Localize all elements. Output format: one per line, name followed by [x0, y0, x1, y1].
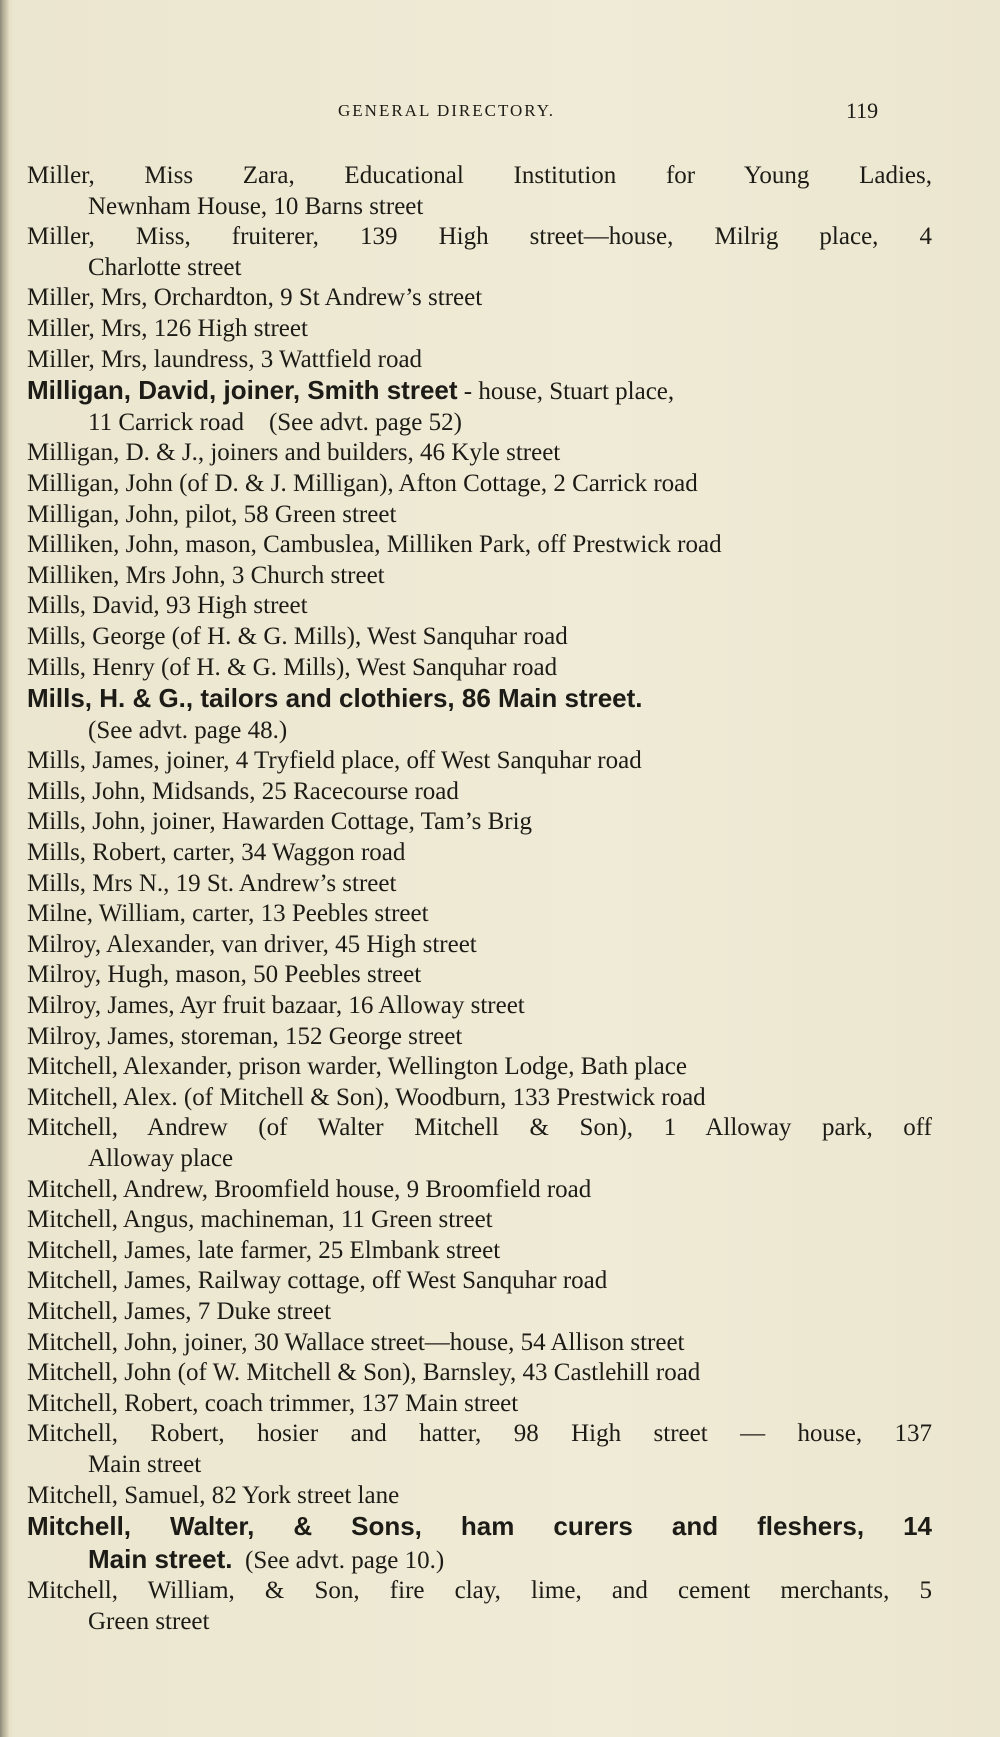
directory-entry — [27, 1175, 932, 1206]
directory-entry — [27, 930, 932, 961]
entry-line: Mitchell, James, 7 Duke street — [27, 1297, 332, 1325]
directory-entry — [27, 314, 932, 345]
entry-line: Milliken, Mrs John, 3 Church street — [27, 561, 385, 589]
advertiser-name-continued: Main street. — [88, 1543, 233, 1574]
entry-line: Mills, John, joiner, Hawarden Cottage, Tam’s Brig — [27, 808, 533, 836]
directory-entry — [27, 1419, 932, 1480]
directory-entry — [27, 1022, 932, 1053]
directory-entries — [27, 161, 932, 1638]
entry-line — [27, 1511, 932, 1544]
directory-entry — [27, 777, 932, 808]
directory-entry — [27, 1328, 932, 1359]
entry-line: Miller, Mrs, Orchardton, 9 St Andrew’s street — [27, 284, 483, 312]
entry-line: Milliken, John, mason, Cambuslea, Milliken Park, off Prestwick road — [27, 531, 722, 559]
advertiser-name: Mills, H. & G., tailors and clothiers, 86 Main street. — [27, 683, 643, 714]
entry-continuation: (See advt. page 48.) — [88, 716, 288, 744]
entry-line: Mills, Mrs N., 19 St. Andrew’s street — [27, 869, 397, 897]
entry-continuation: Main street — [88, 1450, 202, 1478]
directory-entry — [27, 1297, 932, 1328]
entry-line: Mitchell, Angus, machineman, 11 Green street — [27, 1206, 493, 1234]
entry-line: Mills, Henry (of H. & G. Mills), West Sanquhar road — [27, 653, 558, 681]
directory-entry-advertiser — [27, 683, 932, 746]
page-number: 119 — [846, 98, 879, 123]
directory-entry — [27, 1358, 932, 1389]
entry-continuation: Green street — [88, 1607, 210, 1635]
directory-entry-advertiser — [27, 1511, 932, 1576]
entry-address: (See advt. page 10.) — [232, 1546, 445, 1574]
entry-line: Milne, William, carter, 13 Peebles street — [27, 900, 429, 928]
entry-line: Mitchell, Robert, hosier and hatter, 98 High street — house, 137 — [27, 1420, 932, 1448]
directory-entry — [27, 1389, 932, 1420]
entry-line: Mills, Robert, carter, 34 Waggon road — [27, 839, 406, 867]
entry-line: Mitchell, James, late farmer, 25 Elmbank street — [27, 1236, 501, 1264]
entry-line: Mitchell, John (of W. Mitchell & Son), Barnsley, 43 Castlehill road — [27, 1359, 701, 1387]
directory-entry — [27, 869, 932, 900]
entry-line — [27, 683, 932, 716]
running-head — [0, 96, 1000, 126]
entry-continuation: Charlotte street — [88, 253, 242, 281]
directory-entry — [27, 345, 932, 376]
entry-continuation: Alloway place — [88, 1145, 234, 1172]
directory-entry — [27, 222, 932, 283]
entry-line: Mills, John, Midsands, 25 Racecourse road — [27, 777, 459, 805]
entry-continuation: Newnham House, 10 Barns street — [88, 192, 424, 220]
entry-line: Milligan, D. & J., joiners and builders, 46 Kyle street — [27, 439, 561, 467]
directory-entry — [27, 960, 932, 991]
entry-line: Mitchell, Samuel, 82 York street lane — [27, 1481, 400, 1509]
directory-entry — [27, 746, 932, 777]
advertiser-name: Milligan, David, joiner, Smith street — [27, 375, 458, 406]
directory-entry — [27, 500, 932, 531]
directory-entry — [27, 899, 932, 930]
directory-entry — [27, 438, 932, 469]
directory-entry — [27, 561, 932, 592]
directory-entry — [27, 1236, 932, 1267]
entry-line: Mitchell, William, & Son, fire clay, lime, and cement merchants, 5 — [27, 1577, 932, 1605]
entry-line: Mitchell, Alexander, prison warder, Wellington Lodge, Bath place — [27, 1053, 687, 1081]
entry-line: Mills, David, 93 High street — [27, 592, 308, 620]
entry-line: Milroy, James, Ayr fruit bazaar, 16 Alloway street — [27, 992, 525, 1020]
directory-entry — [27, 1083, 932, 1114]
directory-entry — [27, 807, 932, 838]
directory-entry — [27, 838, 932, 869]
entry-line: Miller, Mrs, laundress, 3 Wattfield road — [27, 345, 423, 373]
directory-entry — [27, 1113, 932, 1174]
directory-entry — [27, 283, 932, 314]
directory-entry — [27, 1481, 932, 1512]
directory-entry — [27, 991, 932, 1022]
entry-line: Milroy, James, storeman, 152 George street — [27, 1022, 463, 1050]
entry-line: Mitchell, Andrew (of Walter Mitchell & Son), 1 Alloway park, off — [27, 1114, 932, 1142]
entry-line: Mitchell, James, Railway cottage, off West Sanquhar road — [27, 1267, 608, 1295]
directory-entry — [27, 161, 932, 222]
entry-line: Mitchell, Alex. (of Mitchell & Son), Woodburn, 133 Prestwick road — [27, 1083, 706, 1111]
directory-entry — [27, 1576, 932, 1637]
directory-entry — [27, 1205, 932, 1236]
directory-entry — [27, 622, 932, 653]
entry-line: Mills, James, joiner, 4 Tryfield place, off West Sanquhar road — [27, 747, 642, 775]
entry-line: Mills, George (of H. & G. Mills), West Sanquhar road — [27, 622, 568, 650]
directory-entry — [27, 1052, 932, 1083]
page-binding-edge — [0, 0, 9, 1737]
directory-entry — [27, 653, 932, 684]
entry-line: Milroy, Alexander, van driver, 45 High street — [27, 930, 477, 958]
entry-line: Miller, Miss, fruiterer, 139 High street—house, Milrig place, 4 — [27, 223, 932, 251]
entry-line — [27, 375, 932, 408]
advertiser-name: Mitchell, Walter, & Sons, ham curers and fleshers, 14 — [27, 1511, 932, 1542]
entry-line: Mitchell, Andrew, Broomfield house, 9 Broomfield road — [27, 1175, 592, 1203]
entry-continuation: 11 Carrick road (See advt. page 52) — [88, 408, 462, 436]
entry-line: Miller, Mrs, 126 High street — [27, 314, 308, 342]
entry-line: Mitchell, John, joiner, 30 Wallace street—house, 54 Allison street — [27, 1328, 685, 1356]
entry-line: Milligan, John, pilot, 58 Green street — [27, 500, 397, 528]
directory-entry — [27, 530, 932, 561]
entry-line: Mitchell, Robert, coach trimmer, 137 Main street — [27, 1389, 519, 1417]
directory-entry — [27, 591, 932, 622]
entry-continuation — [27, 1544, 932, 1577]
entry-line: Miller, Miss Zara, Educational Institution for Young Ladies, — [27, 162, 932, 189]
directory-entry — [27, 1266, 932, 1297]
entry-line: Milroy, Hugh, mason, 50 Peebles street — [27, 961, 422, 989]
directory-entry — [27, 469, 932, 500]
running-head-title: GENERAL DIRECTORY. — [338, 101, 556, 120]
directory-entry-advertiser — [27, 375, 932, 438]
entry-line: Milligan, John (of D. & J. Milligan), Afton Cottage, 2 Carrick road — [27, 469, 698, 497]
entry-address: - house, Stuart place, — [457, 378, 675, 406]
